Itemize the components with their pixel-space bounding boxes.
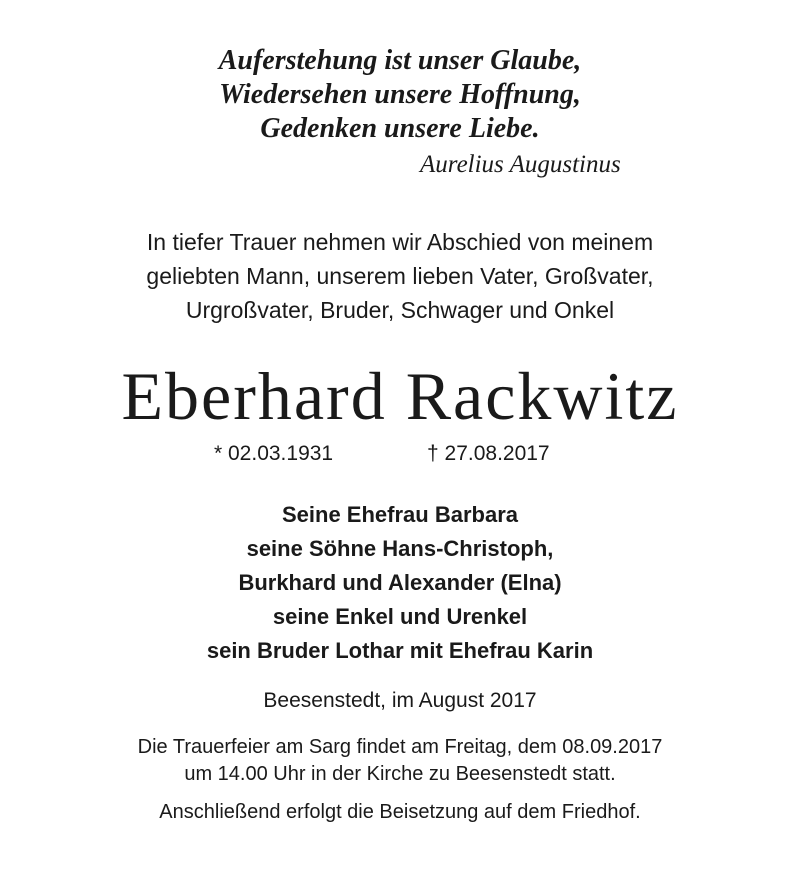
- place-and-date: Beesenstedt, im August 2017: [263, 689, 537, 712]
- quote-line: Auferstehung ist unser Glaube,: [218, 45, 582, 76]
- ceremony-line: um 14.00 Uhr in der Kirche zu Beesenstedt statt.: [184, 763, 616, 785]
- quote-block: [0, 44, 800, 146]
- intro-text: [0, 225, 800, 327]
- mourner-line: seine Söhne Hans-Christoph,: [246, 536, 554, 561]
- quote-line: Wiedersehen unsere Hoffnung,: [219, 79, 581, 110]
- funeral-service-info: [0, 734, 800, 788]
- intro-line: geliebten Mann, unserem lieben Vater, Großvater,: [146, 263, 654, 289]
- intro-line: In tiefer Trauer nehmen wir Abschied von meinem: [146, 229, 654, 255]
- burial-info: Anschließend erfolgt die Beisetzung auf dem Friedhof.: [159, 801, 641, 823]
- birth-date: * 02.03.1931: [214, 442, 334, 465]
- mourner-line: Seine Ehefrau Barbara: [282, 502, 518, 527]
- mourner-line: sein Bruder Lothar mit Ehefrau Karin: [206, 638, 594, 663]
- mourner-line: seine Enkel und Urenkel: [272, 604, 528, 629]
- quote-line: Gedenken unsere Liebe.: [260, 113, 540, 144]
- death-date: † 27.08.2017: [427, 442, 550, 465]
- mourner-line: Burkhard und Alexander (Elna): [238, 570, 562, 595]
- intro-line: Urgroßvater, Bruder, Schwager und Onkel: [185, 297, 615, 323]
- quote-author: Aurelius Augustinus: [420, 151, 621, 178]
- deceased-name: Eberhard Rackwitz: [121, 358, 679, 434]
- ceremony-line: Die Trauerfeier am Sarg findet am Freitag, dem 08.09.2017: [137, 736, 663, 758]
- mourners-list: [0, 498, 800, 668]
